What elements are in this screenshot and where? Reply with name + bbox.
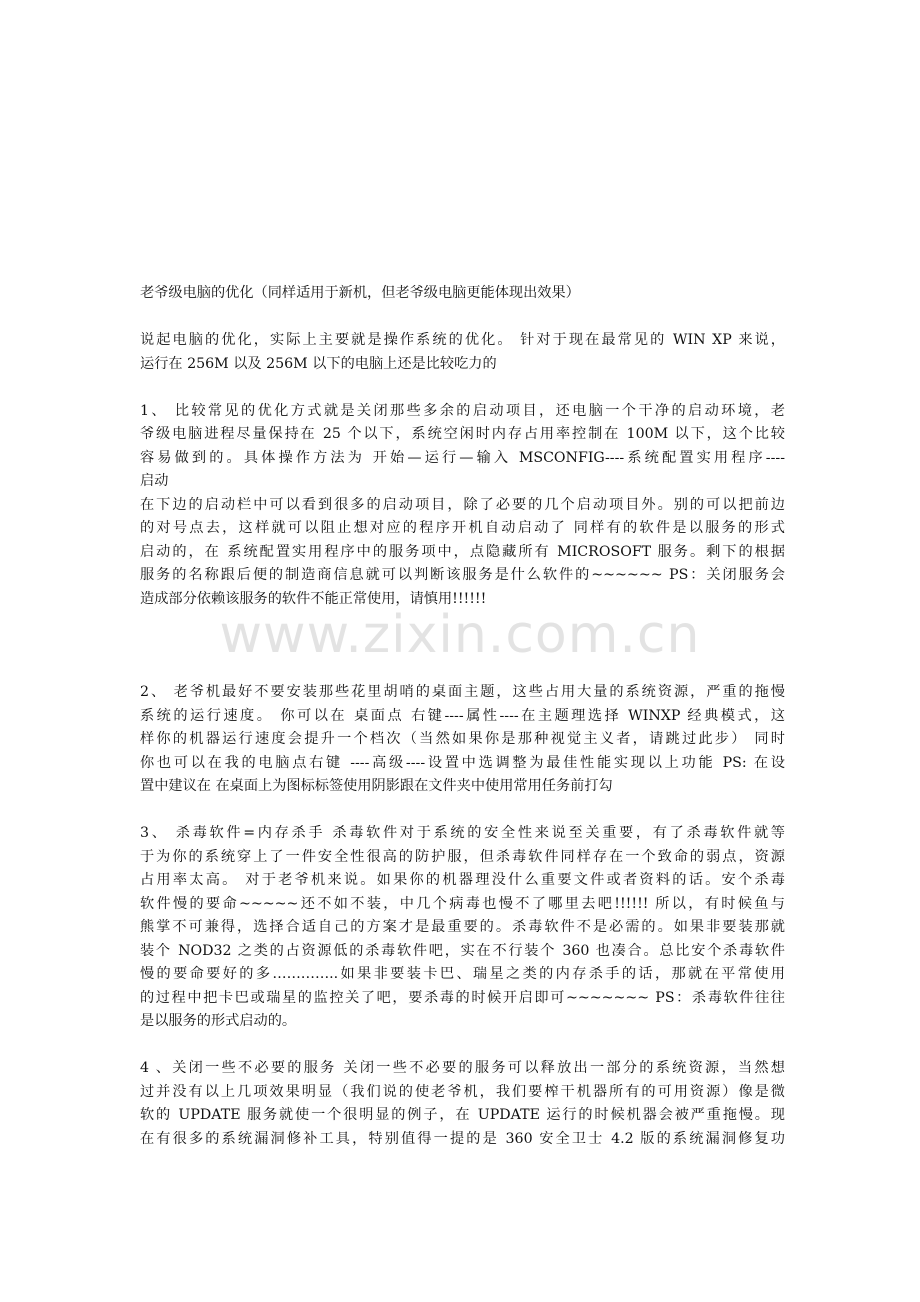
text-line: 慢的要命要好的多…………..如果非要装卡巴、瑞星之类的内存杀手的话，那就在平常使用 — [140, 966, 785, 982]
text-line: 置中建议在 在桌面上为图标标签使用阴影跟在文件夹中使用常用任务前打勾 — [140, 778, 613, 794]
text-line: 1、 比较常见的优化方式就是关闭那些多余的启动项目，还电脑一个干净的启动环境，老 — [140, 402, 785, 419]
text-line: 启动 — [140, 473, 169, 489]
text-line: 3、 杀毒软件=内存杀手 杀毒软件对于系统的安全性来说至关重要，有了杀毒软件就等 — [140, 825, 785, 841]
text-line: 样你的机器运行速度会提升一个档次（当然如果你是那种视觉主义者，请跳过此步） 同时 — [140, 731, 785, 747]
section-2 — [140, 681, 785, 799]
section-3 — [140, 822, 785, 1034]
text-line: 4 、关闭一些不必要的服务 关闭一些不必要的服务可以释放出一部分的系统资源，当然想 — [140, 1060, 785, 1076]
text-line: 软的 UPDATE 服务就使一个很明显的例子，在 UPDATE 运行的时候机器会被严重拖慢。现 — [140, 1107, 785, 1123]
text-line: 的过程中把卡巴或瑞星的监控关了吧，要杀毒的时候开启即可~~~~~~~ PS：杀毒软件往往 — [140, 989, 785, 1006]
text-line: 装个 NOD32 之类的占资源低的杀毒软件吧，实在不行装个 360 也凑合。总比安个杀毒软件 — [140, 942, 785, 959]
text-line: 爷级电脑进程尽量保持在 25 个以下，系统空闲时内存占用率控制在 100M 以下，这个比较 — [140, 426, 785, 442]
text-line: 启动的，在 系统配置实用程序中的服务项中，点隐藏所有 MICROSOFT 服务。剩下的根据 — [140, 543, 785, 560]
section-4 — [140, 1057, 785, 1151]
text-line: 容易做到的。具体操作方法为 开始—运行—输入 MSCONFIG----系统配置实用程序---- — [140, 449, 785, 466]
watermark: www.zixin.com.cn — [219, 605, 701, 665]
text-line: 在有很多的系统漏洞修补工具，特别值得一提的是 360 安全卫士 4.2 版的系统漏洞修复功 — [140, 1130, 785, 1147]
text-line: 运行在 256M 以及 256M 以下的电脑上还是比较吃力的 — [140, 355, 497, 372]
text-line: 造成部分依赖该服务的软件不能正常使用，请慎用!!!!!! — [140, 590, 487, 607]
text-line: 在下边的启动栏中可以看到很多的启动项目，除了必要的几个启动项目外。别的可以把前边 — [140, 496, 785, 513]
text-line: 熊掌不可兼得，选择合适自己的方案才是最重要的。杀毒软件不是必需的。如果非要装那就 — [140, 919, 785, 935]
document-title — [140, 282, 785, 306]
text-line: 系统的运行速度。 你可以在 桌面点 右键----属性----在主题理选择 WINXP 经典模式，这 — [140, 707, 785, 724]
intro-paragraph — [140, 329, 785, 376]
section-1 — [140, 400, 785, 612]
document-body — [140, 282, 785, 1151]
text-line: 占用率太高。 对于老爷机来说。如果你的机器理没什么重要文件或者资料的话。安个杀毒 — [140, 872, 785, 888]
text-line: 2、 老爷机最好不要安装那些花里胡哨的桌面主题，这些占用大量的系统资源，严重的拖慢 — [140, 684, 785, 700]
text-line: 服务的名称跟后便的制造商信息就可以判断该服务是什么软件的~~~~~~ PS：关闭服务会 — [140, 567, 785, 583]
text-line: 的对号点去，这样就可以阻止想对应的程序开机自动启动了 同样有的软件是以服务的形式 — [140, 520, 785, 536]
text-line: 说起电脑的优化，实际上主要就是操作系统的优化。 针对于现在最常见的 WIN XP 来说， — [140, 332, 785, 348]
title-line: 老爷级电脑的优化（同样适用于新机，但老爷级电脑更能体现出效果） — [140, 285, 580, 301]
text-line: 于为你的系统穿上了一件安全性很高的防护服，但杀毒软件同样存在一个致命的弱点，资源 — [140, 848, 785, 865]
text-line: 是以服务的形式启动的。 — [140, 1013, 297, 1029]
text-line: 过并没有以上几项效果明显（我们说的使老爷机，我们要榨干机器所有的可用资源）像是微 — [140, 1083, 785, 1100]
text-line: 软件慢的要命~~~~~还不如不装，中几个病毒也慢不了哪里去吧!!!!!! 所以，有时候鱼与 — [140, 895, 785, 912]
text-line: 你也可以在我的电脑点右键 ----高级----设置中选调整为最佳性能实现以上功能 PS: 在设 — [140, 754, 785, 771]
